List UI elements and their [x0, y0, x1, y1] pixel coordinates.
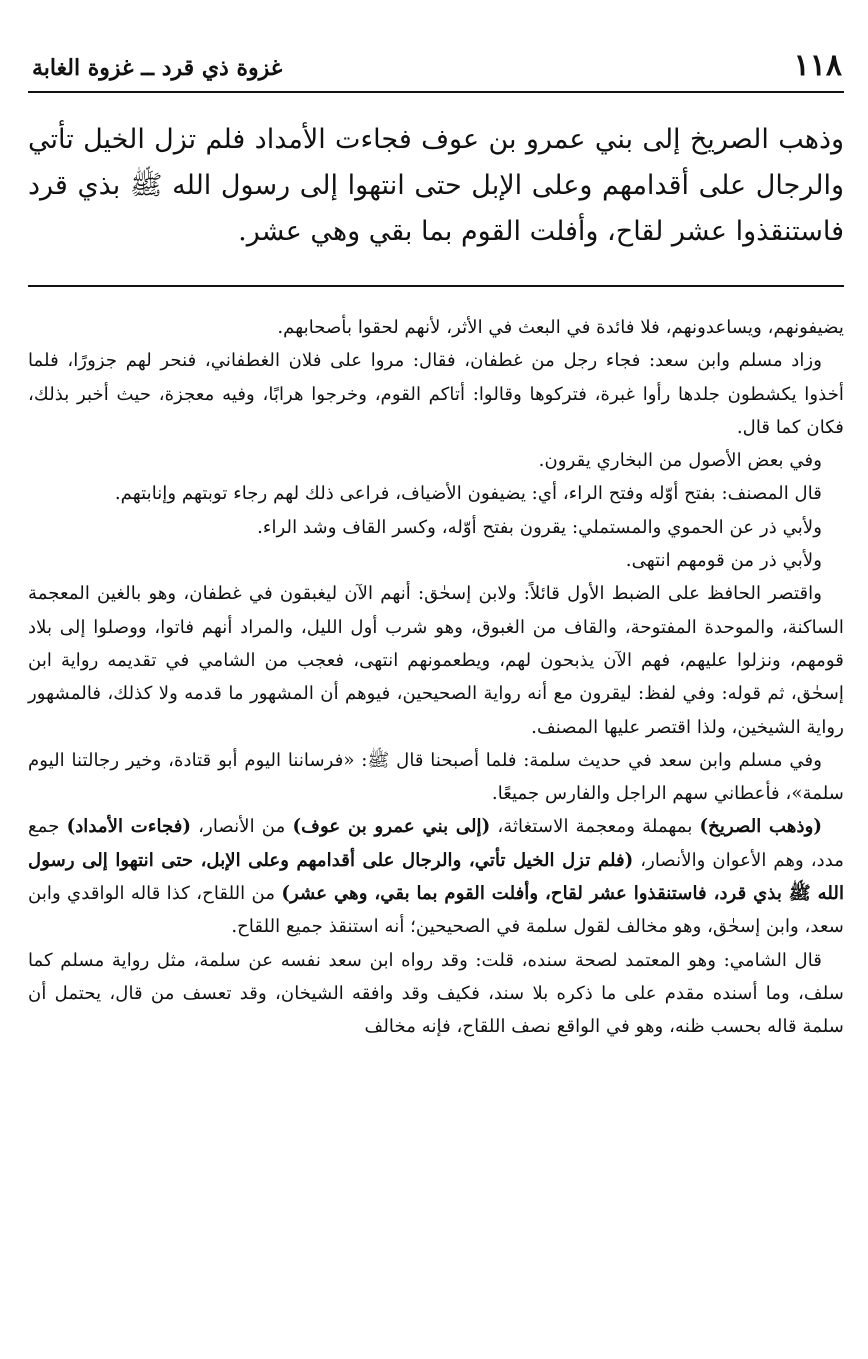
divider-rule — [28, 285, 844, 287]
commentary-paragraph: واقتصر الحافظ على الضبط الأول قائلاً: ولابن إسحٰق: أنهم الآن ليغبقون في غطفان، وهو بالغين المعجمة الساكنة، والموحدة المفتوحة، والقاف من الغبوق، وهو شرب أول الليل، والمراد أنهم فاتوا، ووصلوا إلى بلاد قومهم، ونزلوا عليهم، فهم الآن يذبحون لهم، ويطعمونهم انتهى، فعجب من الشامي في تقديمه رواية ابن إسحٰق، ثم قوله: وفي لفظ: ليقرون مع أنه رواية الصحيحين، فيوهم أن المشهور ما قدمه ولا كذلك، فالمشهور رواية الشيخين، ولذا اقتصر عليها المصنف. — [28, 583, 844, 738]
quoted-text: (إلى بني عمرو بن عوف) — [292, 816, 491, 838]
commentary-paragraph: وفي مسلم وابن سعد في حديث سلمة: فلما أصبحنا قال ﷺ: «فرساننا اليوم أبو قتادة، وخير رجالتنا اليوم سلمة»، فأعطاني سهم الراجل والفارس جميعًا. — [28, 749, 844, 805]
commentary-paragraph-quoted — [28, 810, 844, 943]
explanation-text: جمع مدد، وهم الأعوان والأنصار، — [28, 816, 844, 871]
commentary-paragraph: يضيفونهم، ويساعدونهم، فلا فائدة في البعث في الأثر، لأنهم لحقوا بأصحابهم. — [277, 317, 844, 338]
commentary-paragraph: وفي بعض الأصول من البخاري يقرون. — [538, 450, 822, 472]
page-number: ١١٨ — [793, 48, 842, 83]
explanation-text: بمهملة ومعجمة الاستغاثة، — [490, 816, 700, 838]
quoted-text: (وذهب الصريخ) — [699, 816, 822, 838]
commentary-paragraph: قال الشامي: وهو المعتمد لصحة سنده، قلت: وقد رواه ابن سعد نفسه عن سلمة، مثل رواية مسلم كما سلف، وما أسنده مقدم على ما ذكره بلا سند، فكيف وقد وافقه الشيخان، وقد تعسف من قال، يحتمل أن سلمة قاله بحسب ظنه، وهو في الواقع نصف اللقاح، فإنه مخالف — [28, 949, 844, 1038]
quoted-text: (فجاءت الأمداد) — [66, 816, 192, 838]
explanation-text: من اللقاح، كذا قاله الواقدي وابن سعد، وابن إسحٰق، وهو مخالف لقول سلمة في الصحيحين؛ أنه استنقذ جميع اللقاح. — [28, 883, 844, 938]
explanation-text: من الأنصار، — [191, 816, 293, 838]
commentary-paragraph: قال المصنف: بفتح أوّله وفتح الراء، أي: يضيفون الأضياف، فراعى ذلك لهم رجاء توبتهم وإنابتهم. — [114, 483, 822, 505]
main-text: وذهب الصريخ إلى بني عمرو بن عوف فجاءت الأمداد فلم تزل الخيل تأتي والرجال على أقدامهم وعلى الإبل حتى انتهوا إلى رسول الله ﷺ بذي قرد فاستنقذوا عشر لقاح، وأفلت القوم بما بقي وهي عشر. — [28, 124, 844, 247]
page-header — [28, 48, 844, 93]
commentary — [28, 311, 844, 1044]
running-title: غزوة ذي قرد ــ غزوة الغابة — [32, 55, 283, 81]
commentary-paragraph: ولأبي ذر عن الحموي والمستملي: يقرون بفتح أوّله، وكسر القاف وشد الراء. — [257, 516, 822, 538]
commentary-paragraph: ولأبي ذر من قومهم انتهى. — [625, 550, 822, 572]
quoted-text: (فلم تزل الخيل تأتي، والرجال على أقدامهم وعلى الإبل، حتى انتهوا إلى رسول الله ﷺ بذي قرد، فاستنقذوا عشر لقاح، وأفلت القوم بما بقي، وهي عشر) — [28, 849, 844, 905]
commentary-paragraph: وزاد مسلم وابن سعد: فجاء رجل من غطفان، فقال: مروا على فلان الغطفاني، فنحر لهم جزورًا، فلما أخذوا يكشطون جلدها رأوا غبرة، فتركوها وقالوا: أتاكم القوم، وخرجوا هرابًا، وفيه معجزة، حيث أخبر بذلك، فكان كما قال. — [28, 350, 844, 438]
